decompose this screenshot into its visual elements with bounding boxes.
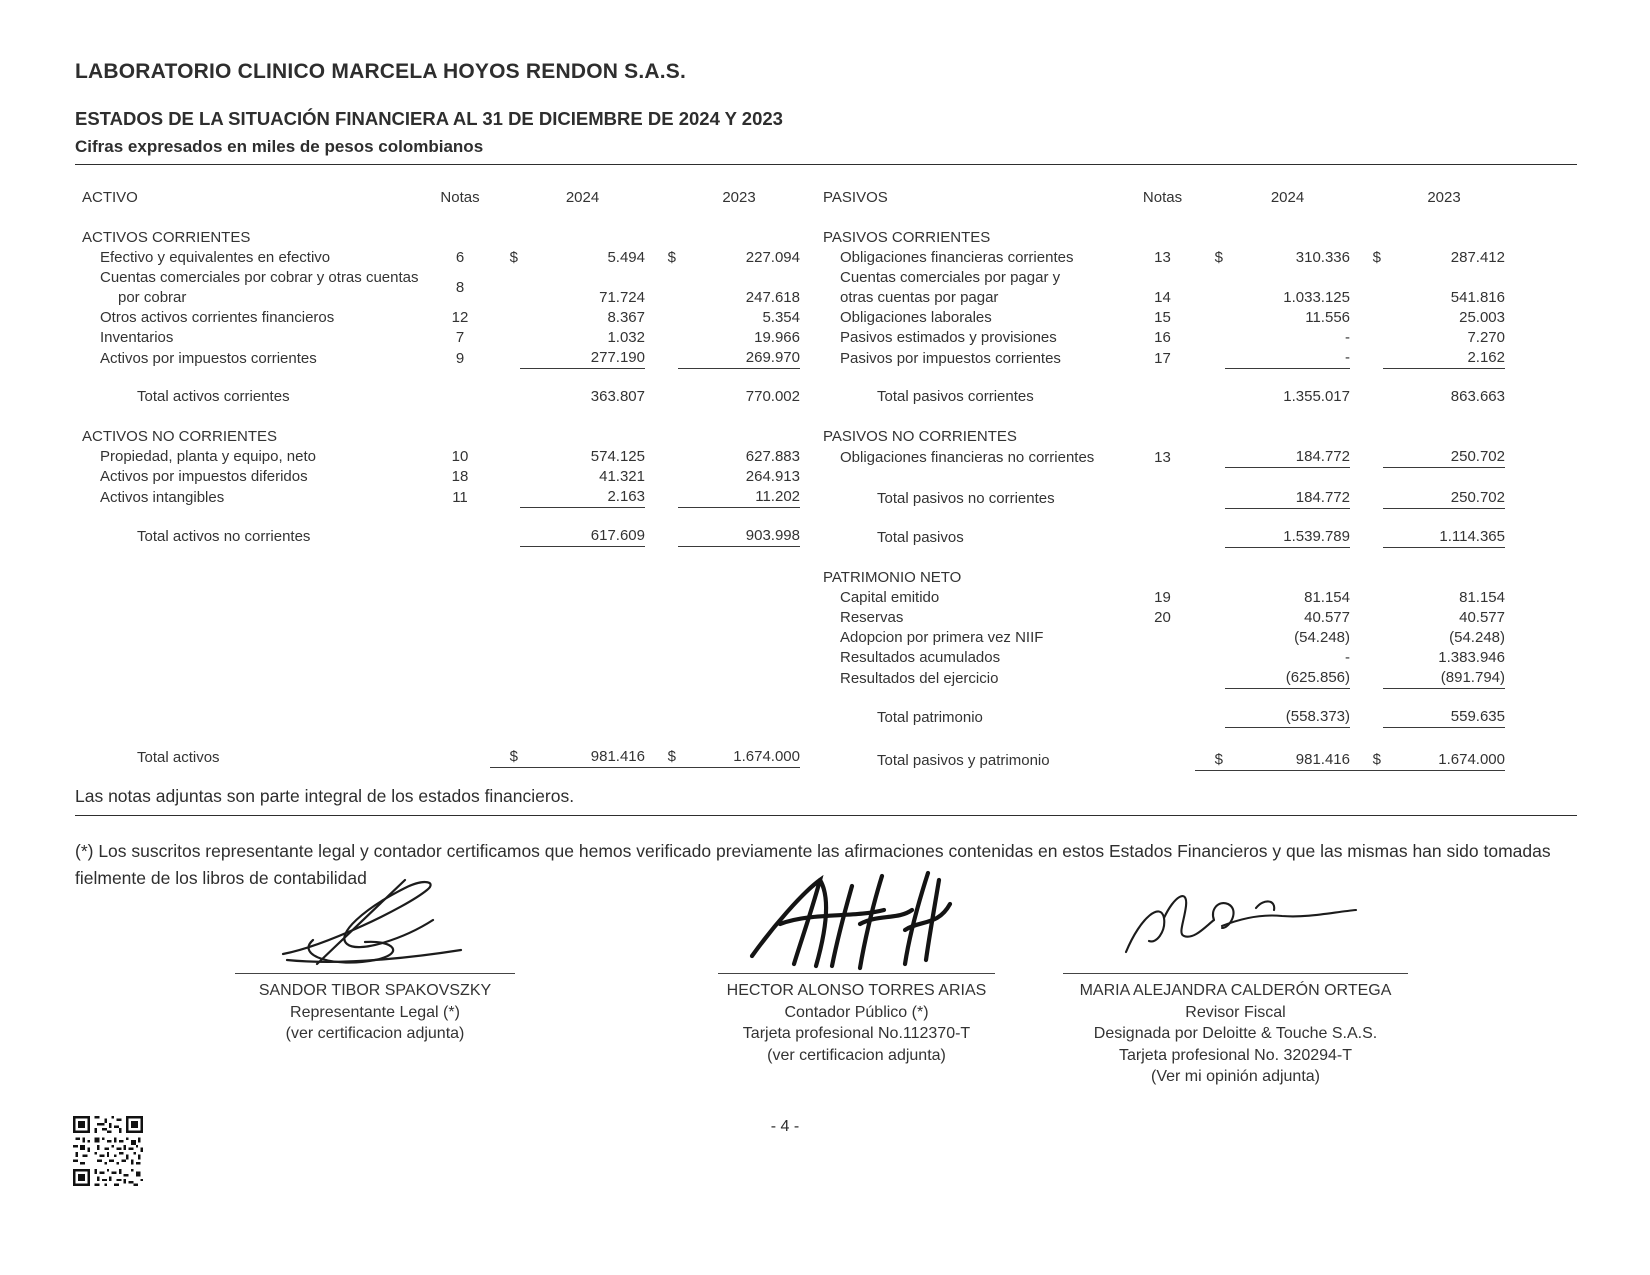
row-label: Resultados acumulados <box>840 649 1001 666</box>
value-2023: 559.635 <box>1383 707 1505 728</box>
signer-license: Tarjeta profesional No.112370-T <box>742 1025 971 1042</box>
value-2024: 363.807 <box>590 388 645 405</box>
section-title: ACTIVOS CORRIENTES <box>82 229 251 246</box>
signer-name: MARIA ALEJANDRA CALDERÓN ORTEGA <box>1079 982 1392 999</box>
grand-total-row <box>823 750 1505 771</box>
currency-symbol: $ <box>1214 249 1223 266</box>
value-2023: 2.162 <box>1383 348 1505 369</box>
row-nota: 17 <box>1154 350 1171 367</box>
value-2024: 617.609 <box>520 526 645 547</box>
currency-symbol: $ <box>1350 750 1383 771</box>
col-header-activo: ACTIVO <box>82 189 138 206</box>
col-header-2023: 2023 <box>722 189 756 206</box>
section-title: PASIVOS CORRIENTES <box>823 229 991 246</box>
row-label: Adopcion por primera vez NIIF <box>840 629 1044 646</box>
value-2024: 184.772 <box>1225 488 1350 509</box>
row-label: Efectivo y equivalentes en efectivo <box>100 249 331 266</box>
table-row <box>75 487 800 508</box>
table-row <box>75 268 800 308</box>
value-2024: 1.355.017 <box>1283 388 1350 405</box>
row-nota: 20 <box>1154 609 1171 626</box>
col-header-2023: 2023 <box>1427 189 1461 206</box>
signer-note: (ver certificacion adjunta) <box>285 1025 465 1042</box>
row-label: Otros activos corrientes financieros <box>100 309 335 326</box>
section-header-row <box>75 427 800 447</box>
currency-symbol: $ <box>645 747 678 768</box>
value-2023: 19.966 <box>754 329 800 346</box>
row-label: Total patrimonio <box>877 709 983 726</box>
row-nota: 16 <box>1154 329 1171 346</box>
value-2024: 184.772 <box>1225 447 1350 468</box>
row-nota: 15 <box>1154 309 1171 326</box>
row-label: Cuentas comerciales por pagar y otras cuentas por pagar <box>840 269 1061 306</box>
value-2023: 250.702 <box>1383 447 1505 468</box>
value-2023: 1.383.946 <box>1438 649 1505 666</box>
value-2024: 981.416 <box>1225 750 1350 771</box>
table-row <box>75 248 800 268</box>
value-2023: 250.702 <box>1383 488 1505 509</box>
value-2024: 81.154 <box>1304 589 1350 606</box>
row-label: Inventarios <box>100 329 174 346</box>
table-row <box>823 248 1505 268</box>
row-label: Obligaciones financieras no corrientes <box>840 449 1095 466</box>
section-header-row <box>75 228 800 248</box>
row-label: Total activos no corrientes <box>137 528 311 545</box>
subtotal-row <box>823 527 1505 548</box>
assets-table <box>75 188 800 768</box>
table-row <box>823 308 1505 328</box>
value-2023: 541.816 <box>1450 289 1505 306</box>
value-2023: 1.114.365 <box>1383 527 1505 548</box>
subtotal-row <box>823 488 1505 509</box>
value-2023: (891.794) <box>1383 668 1505 689</box>
row-label: Activos por impuestos corrientes <box>100 350 317 367</box>
table-row <box>823 328 1505 348</box>
value-2024: - <box>1345 329 1350 346</box>
value-2024: 1.539.789 <box>1225 527 1350 548</box>
value-2024: (558.373) <box>1225 707 1350 728</box>
signer-title: Contador Público (*) <box>784 1003 929 1021</box>
table-row <box>823 668 1505 689</box>
value-2024: 2.163 <box>520 487 645 508</box>
signer-note: (Ver mi opinión adjunta) <box>1151 1068 1320 1085</box>
row-label: Pasivos por impuestos corrientes <box>840 350 1061 367</box>
table-row <box>823 447 1505 468</box>
signer-name: SANDOR TIBOR SPAKOVSZKY <box>258 982 492 999</box>
signature-2-image <box>732 868 982 973</box>
value-2024: 1.033.125 <box>1283 289 1350 306</box>
value-2023: 627.883 <box>745 448 800 465</box>
value-2024: (625.856) <box>1225 668 1350 689</box>
value-2024: 1.032 <box>607 329 645 346</box>
signer-firm: Designada por Deloitte & Touche S.A.S. <box>1093 1025 1378 1042</box>
row-label: Pasivos estimados y provisiones <box>840 329 1057 346</box>
row-label: Total pasivos y patrimonio <box>877 752 1050 769</box>
value-2024: 11.556 <box>1305 309 1350 326</box>
table-row <box>823 628 1505 648</box>
value-2024: 574.125 <box>590 448 645 465</box>
signature-3-image <box>1086 868 1386 973</box>
row-label: Total pasivos no corrientes <box>877 490 1055 507</box>
value-2023: 81.154 <box>1459 589 1505 606</box>
signer-license: Tarjeta profesional No. 320294-T <box>1118 1046 1353 1064</box>
footer-rule <box>75 815 1577 816</box>
subtotal-row <box>823 387 1505 407</box>
certification-paragraph: (*) Los suscritos representante legal y contador certificamos que hemos verificado previamente las afirmaciones contenidas en estos Estados Financieros y que las mismas han sido tomadas fielmente de los libros de contabilidad <box>75 841 1551 888</box>
value-2024: 71.724 <box>599 289 645 306</box>
row-label: Total pasivos corrientes <box>877 388 1034 405</box>
value-2023: (54.248) <box>1449 629 1505 646</box>
col-header-pasivos: PASIVOS <box>823 189 888 206</box>
table-row <box>75 328 800 348</box>
col-header-notas: Notas <box>440 189 480 206</box>
row-label: Total pasivos <box>877 529 964 546</box>
value-2023: 247.618 <box>745 289 800 306</box>
row-label: Obligaciones financieras corrientes <box>840 249 1074 266</box>
statement-title: ESTADOS DE LA SITUACIÓN FINANCIERA AL 31 DE DICIEMBRE DE 2024 Y 2023 <box>75 108 783 129</box>
row-nota: 13 <box>1154 249 1171 266</box>
section-title: ACTIVOS NO CORRIENTES <box>82 428 278 445</box>
row-label: Total activos <box>137 749 220 766</box>
signature-block-fiscal-auditor <box>1063 868 1408 1088</box>
row-label: Activos intangibles <box>100 489 225 506</box>
row-nota: 6 <box>455 249 465 266</box>
table-row <box>823 348 1505 369</box>
value-2024: (54.248) <box>1294 629 1350 646</box>
row-nota: 13 <box>1154 449 1171 466</box>
row-label: Obligaciones laborales <box>840 309 992 326</box>
value-2023: 770.002 <box>745 388 800 405</box>
value-2024: 8.367 <box>607 309 645 326</box>
value-2023: 1.674.000 <box>678 747 800 768</box>
currency-symbol: $ <box>1195 750 1225 771</box>
spacer <box>75 547 800 747</box>
table-row <box>75 348 800 369</box>
value-2024: 981.416 <box>520 747 645 768</box>
row-nota: 8 <box>455 279 465 296</box>
value-2023: 5.354 <box>762 309 800 326</box>
value-2023: 1.674.000 <box>1383 750 1505 771</box>
page-number: - 4 - <box>770 1118 800 1135</box>
table-row <box>75 447 800 467</box>
row-nota: 12 <box>451 309 469 326</box>
signer-title: Revisor Fiscal <box>1185 1003 1286 1021</box>
row-nota: 7 <box>455 329 465 346</box>
table-row <box>75 308 800 328</box>
assets-table-header <box>75 188 800 208</box>
value-2023: 903.998 <box>678 526 800 547</box>
value-2024: 41.321 <box>599 468 645 485</box>
signer-name: HECTOR ALONSO TORRES ARIAS <box>726 982 987 999</box>
row-label: Total activos corrientes <box>137 388 290 405</box>
qr-code <box>73 1116 143 1186</box>
table-row <box>823 608 1505 628</box>
row-label: Capital emitido <box>840 589 940 606</box>
table-row <box>823 648 1505 668</box>
row-nota: 9 <box>455 350 465 367</box>
row-label: Propiedad, planta y equipo, neto <box>100 448 316 465</box>
row-label: Resultados del ejercicio <box>840 670 999 687</box>
row-nota: 10 <box>451 448 469 465</box>
table-row <box>823 268 1505 308</box>
signature-block-legal-rep <box>235 868 515 1045</box>
value-2023: 7.270 <box>1467 329 1505 346</box>
value-2023: 863.663 <box>1450 388 1505 405</box>
row-nota: 14 <box>1154 289 1171 306</box>
row-nota: 19 <box>1154 589 1171 606</box>
subtotal-row <box>823 707 1505 728</box>
table-row <box>823 588 1505 608</box>
currency-symbol: $ <box>667 249 676 266</box>
liabilities-table <box>823 188 1505 771</box>
section-header-row <box>823 568 1505 588</box>
row-nota: 18 <box>451 468 469 485</box>
table-row <box>75 467 800 487</box>
subtotal-row <box>75 526 800 547</box>
value-2024: - <box>1345 649 1350 666</box>
value-2024: - <box>1225 348 1350 369</box>
signature-line <box>235 973 515 974</box>
col-header-2024: 2024 <box>565 189 600 206</box>
value-2024: 5.494 <box>607 249 645 266</box>
value-2023: 269.970 <box>678 348 800 369</box>
signature-block-accountant <box>718 868 995 1066</box>
section-header-row <box>823 228 1505 248</box>
value-2023: 227.094 <box>745 249 800 266</box>
header-rule <box>75 164 1577 165</box>
liabilities-table-header <box>823 188 1505 208</box>
row-label: Reservas <box>840 609 904 626</box>
units-note: Cifras expresados en miles de pesos colombianos <box>75 137 484 156</box>
company-title: LABORATORIO CLINICO MARCELA HOYOS RENDON S.A.S. <box>75 60 687 83</box>
signature-line <box>718 973 995 974</box>
signer-note: (ver certificacion adjunta) <box>767 1046 946 1064</box>
signature-1-image <box>255 868 495 973</box>
row-nota: 11 <box>452 489 468 506</box>
signature-line <box>1063 973 1408 974</box>
row-label: Cuentas comerciales por cobrar y otras cuentas por cobrar <box>100 269 419 306</box>
section-title: PATRIMONIO NETO <box>823 569 962 586</box>
value-2024: 277.190 <box>520 348 645 369</box>
section-header-row <box>823 427 1505 447</box>
currency-symbol: $ <box>490 747 520 768</box>
row-label: Activos por impuestos diferidos <box>100 468 308 485</box>
signer-title: Representante Legal (*) <box>290 1003 460 1021</box>
col-header-notas: Notas <box>1142 189 1183 206</box>
currency-symbol: $ <box>1372 249 1381 266</box>
value-2023: 40.577 <box>1459 609 1505 626</box>
value-2024: 310.336 <box>1295 249 1350 266</box>
value-2024: 40.577 <box>1304 609 1350 626</box>
value-2023: 287.412 <box>1450 249 1505 266</box>
notes-footer: Las notas adjuntas son parte integral de los estados financieros. <box>75 786 575 806</box>
value-2023: 25.003 <box>1459 309 1505 326</box>
value-2023: 11.202 <box>678 487 800 508</box>
value-2023: 264.913 <box>745 468 800 485</box>
section-title: PASIVOS NO CORRIENTES <box>823 428 1017 445</box>
currency-symbol: $ <box>509 249 518 266</box>
grand-total-row <box>75 747 800 768</box>
subtotal-row <box>75 387 800 407</box>
col-header-2024: 2024 <box>1270 189 1305 206</box>
